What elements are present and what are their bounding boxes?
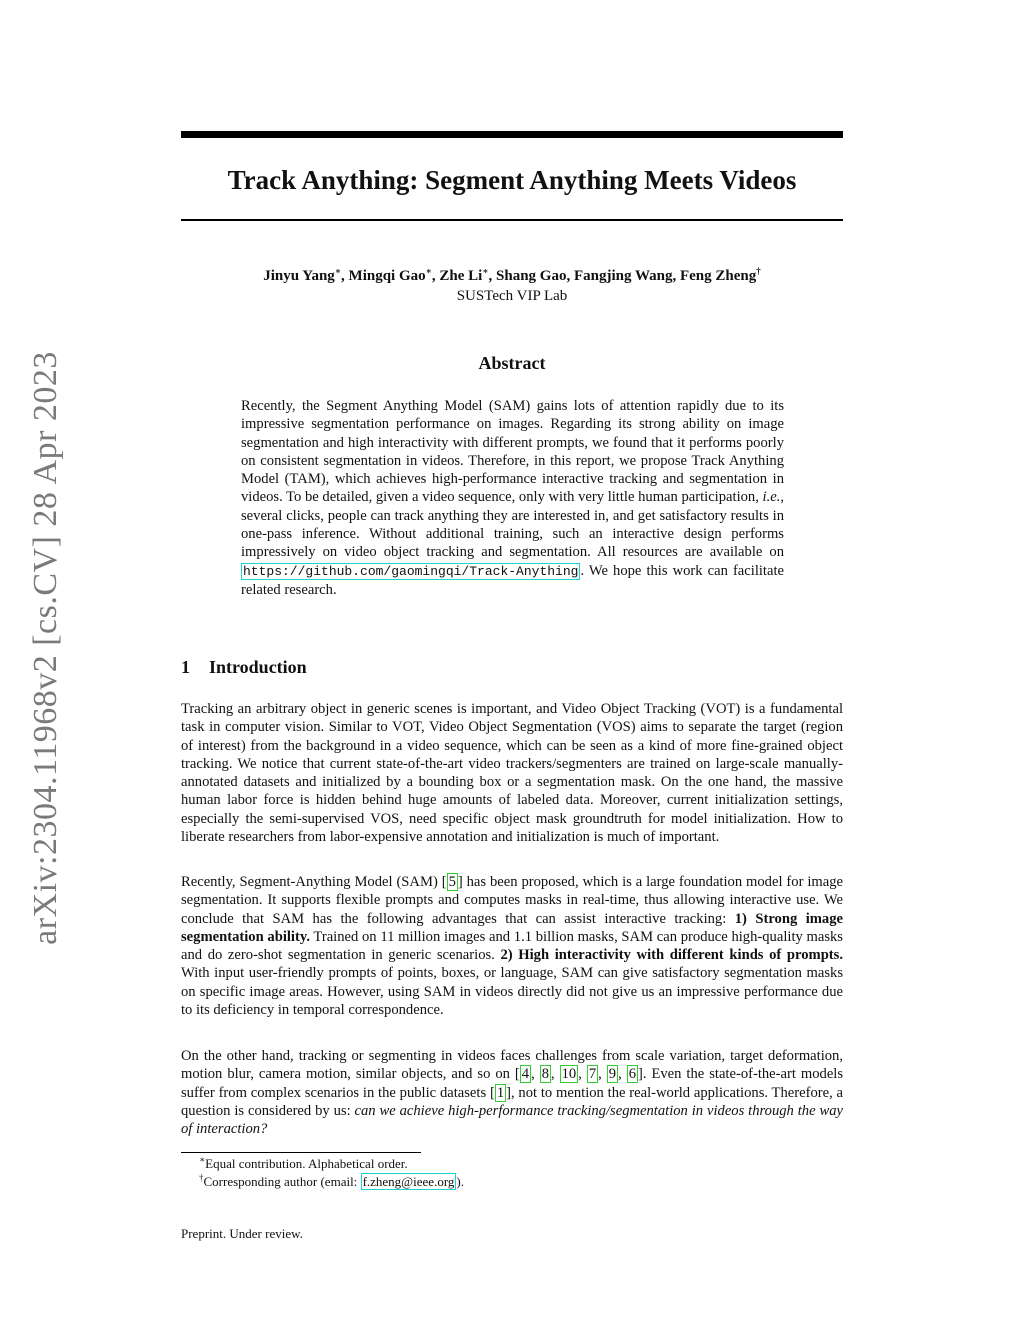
footnote-2 (199, 1173, 839, 1190)
author-name: Jinyu Yang (263, 268, 335, 284)
citation-link[interactable]: 4 (521, 1066, 530, 1083)
bold-claim: 1) Strong image segmentation ability. (181, 910, 844, 945)
abstract-part: . We hope this work can facilitate related research. (241, 562, 784, 598)
paper-title: Track Anything: Segment Anything Meets Videos (227, 165, 797, 195)
footnote-mark: † (199, 1172, 204, 1183)
paragraph-text: ]. Even the state-of-the-art models suffer from complex scenarios in the public datasets [ (181, 1066, 844, 1101)
title-top-rule (181, 131, 843, 138)
citation-link[interactable]: 9 (608, 1066, 617, 1083)
section-heading (181, 655, 843, 679)
github-link[interactable]: https://github.com/gaomingqi/Track-Anything (243, 563, 579, 579)
footnote-rule (181, 1152, 421, 1153)
footnote-1 (199, 1155, 839, 1172)
intro-paragraph-3: On the other hand, tracking or segmenting in videos faces challenges from scale variation, target deformation, motion blur, camera motion, similar objects, and so on [ 4 , 8 , 10 , 7 , 9 , 6 ]. Even the state-of-the-art models suffer from complex scenarios in the public datasets [ 1 ], not to mention the real-world applications. Therefore, a question is considered by us: can we achieve high-performance tracking/segmentation in videos through the way of interaction? (181, 1048, 844, 1138)
intro-paragraph-1: Tracking an arbitrary object in generic scenes is important, and Video Object Tracking (VOT) is a fundamental task in computer vision. Similar to VOT, Video Object Segmentation (VOS) aims to separate the target (region of interest) from the background in a video sequence, which can be seen as a kind of more fine-grained object tracking. We notice that current state-of-the-art video trackers/segmenters are trained on large-scale manually-annotated datasets and initialized by a bounding box or a segmentation mask. On the one hand, the massive human labor force is hidden behind huge amounts of labeled data. Moreover, current initialization settings, especially the semi-supervised VOS, need specific object mask groundtruth for model initialization. How to liberate researchers from labor-expensive annotation and initialization is much of important. (181, 701, 843, 846)
title-bottom-rule (181, 219, 843, 221)
abstract-heading: Abstract (478, 353, 546, 373)
author-name: Zhe Li (439, 268, 483, 284)
author-names-rest: Shang Gao, Fangjing Wang, Feng Zheng (496, 268, 757, 284)
section-number: 1 (181, 657, 190, 677)
email-link[interactable]: f.zheng@ieee.org (362, 1174, 455, 1189)
citation-link[interactable]: 1 (496, 1084, 505, 1101)
footnote-mark: † (756, 266, 761, 276)
paragraph-text: With input user-friendly prompts of points, boxes, or language, SAM can give satisfactory segmentation masks on specific image areas. However, using SAM in videos directly did not give us an impressive performance due to its deficiency in temporal correspondence. (181, 965, 843, 1019)
author-name: Mingqi Gao (348, 268, 426, 284)
footnote-text: Equal contribution. Alphabetical order. (205, 1156, 408, 1171)
preprint-notice: Preprint. Under review. (181, 1226, 303, 1241)
bold-claim: 2) High interactivity with different kinds of prompts. (500, 947, 843, 964)
arxiv-side-stamp: arXiv:2304.11968v2 [cs.CV] 28 Apr 2023 (27, 351, 64, 945)
abstract-part: Recently, the Segment Anything Model (SAM) gains lots of attention rapidly due to its impressive segmentation performance on images. Regarding its strong ability on image segmentation and high interactivity with different prompts, we found that it performs poorly on consistent segmentation in videos. Therefore, in this report, we propose Track Anything Model (TAM), which achieves high-performance interactive tracking and segmentation in videos. To be detailed, given a video sequence, only with very little human participation, (241, 398, 784, 506)
footnote-text: ). (456, 1174, 465, 1189)
footnote-mark: ∗ (482, 266, 489, 276)
footnote-mark: ∗ (334, 266, 342, 276)
footnote-mark: ∗ (199, 1154, 206, 1165)
affiliation: SUSTech VIP Lab (456, 288, 568, 304)
abstract-part: , several clicks, people can track anything they are interested in, and get satisfactory results in one-pass inference. Without additional training, such an interactive design performs impressively on video object tracking and segmentation. All resources are available on (241, 489, 785, 561)
abstract-italic: i.e. (762, 489, 781, 506)
abstract-text (241, 397, 784, 599)
paragraph-text: On the other hand, tracking or segmenting in videos faces challenges from scale variation, target deformation, motion blur, camera motion, similar objects, and so on [ (181, 1048, 843, 1083)
italic-question: can we achieve high-performance tracking/segmentation in videos through the way of interaction? (181, 1102, 843, 1138)
citation-link[interactable]: 10 (561, 1066, 577, 1083)
section-title: Introduction (209, 657, 307, 677)
paragraph-text: Trained on 11 million images and 1.1 billion masks, SAM can produce high-quality masks and do zero-shot segmentation in generic scenarios. (181, 928, 843, 964)
paragraph-text: ] has been proposed, which is a large foundation model for image segmentation. It supports flexible prompts and computes masks in real-time, thus allowing interactive use. We conclude that SAM has the following advantages that can assist interactive tracking: (181, 874, 843, 927)
citation-link[interactable]: 6 (628, 1066, 636, 1083)
footnote-mark: ∗ (425, 266, 432, 276)
paragraph-text: Recently, Segment-Anything Model (SAM) [ (181, 874, 447, 890)
intro-paragraph-2 (181, 873, 843, 1019)
author-list: Jinyu Yang∗, Mingqi Gao∗, Zhe Li∗, Shang Gao, Fangjing Wang, Feng Zheng† (263, 266, 761, 284)
citation-link[interactable]: 5 (448, 874, 456, 890)
paragraph-text: ], not to mention the real-world applications. Therefore, a question is considered by us: (181, 1084, 843, 1119)
citation-link[interactable]: 7 (588, 1066, 597, 1083)
footnote-text: Corresponding author (email: (203, 1174, 361, 1189)
citation-link[interactable]: 8 (541, 1066, 549, 1083)
